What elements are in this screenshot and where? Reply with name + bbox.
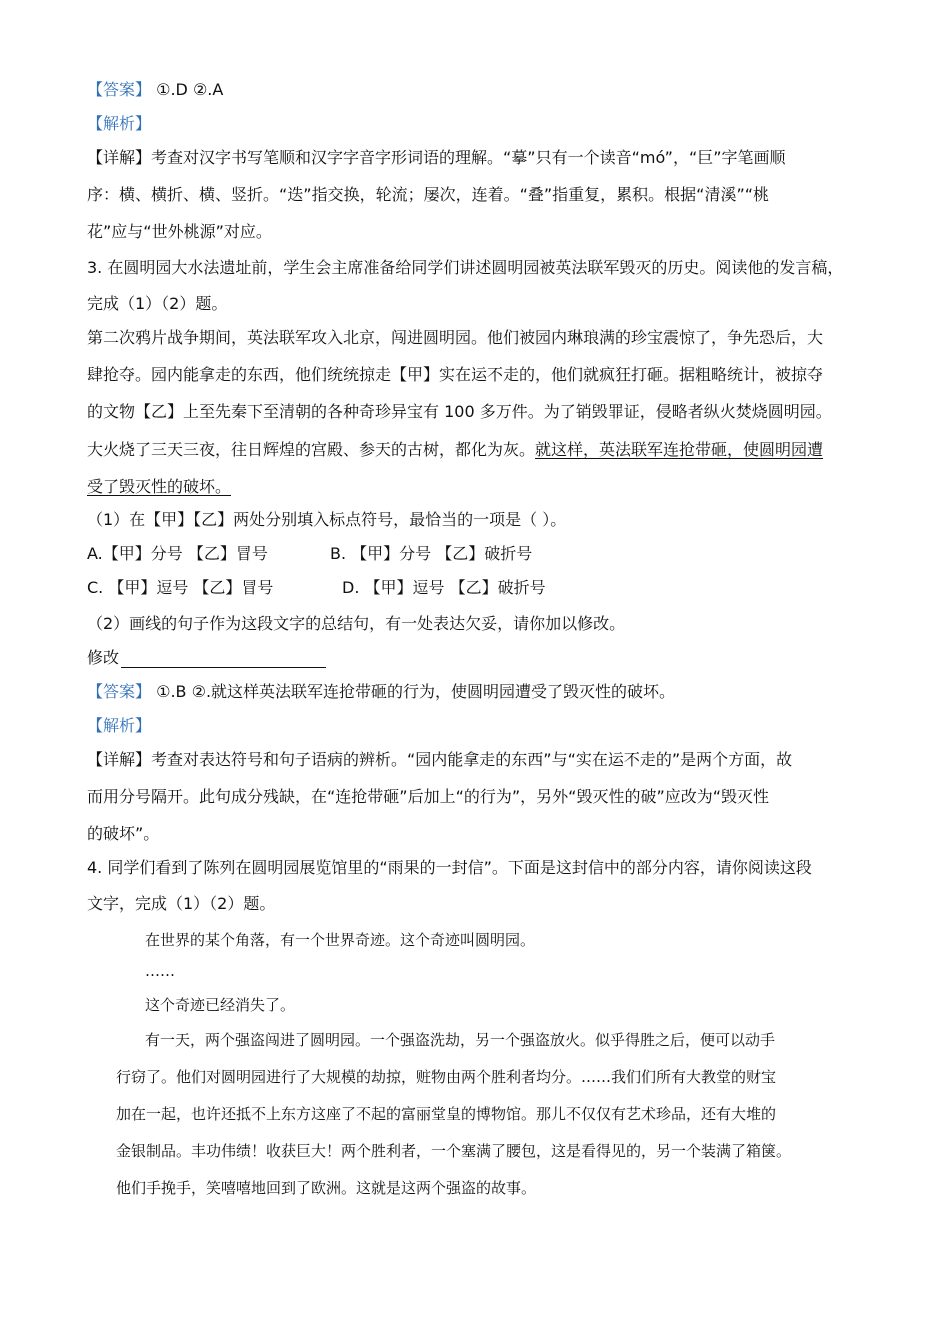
- q3-passage-line-1: 第二次鸦片战争期间，英法联军攻入北京，闯进圆明园。他们被园内琳琅满的珍宝震惊了，争先恐后，大: [87, 328, 824, 347]
- q4-stem-line-2: 文字，完成（1）（2）题。: [87, 894, 276, 913]
- q3-sub-question-1: （1）在【甲】【乙】两处分别填入标点符号，最恰当的一项是（ ）。: [87, 510, 567, 529]
- answer-text: ①.D ②.A: [151, 80, 224, 99]
- fix-label: 修改: [87, 648, 120, 667]
- analysis-tag-2: 【解析】: [87, 716, 152, 735]
- answer-line-2: [87, 682, 675, 702]
- q3-passage-line-2: 肆抢夺。园内能拿走的东西，他们统统掠走【甲】实在运不走的，他们就疯狂打砸。据粗略统计，被掠夺: [87, 365, 824, 384]
- fix-line: [87, 648, 326, 668]
- q3-stem-line-2: 完成（1）（2）题。: [87, 294, 228, 313]
- letter-line-5: 行窃了。他们对圆明园进行了大规模的劫掠，赃物由两个胜利者均分。……我们们所有大教堂的财宝: [116, 1068, 777, 1086]
- answer-text: ①.B ②.就这样英法联军连抢带砸的行为，使圆明园遭受了毁灭性的破坏。: [151, 682, 676, 701]
- option-b: B. 【甲】分号 【乙】破折号: [330, 544, 533, 563]
- letter-line-1: 在世界的某个角落，有一个世界奇迹。这个奇迹叫圆明园。: [145, 931, 536, 949]
- q3-passage-line-3: 的文物【乙】上至先秦下至清朝的各种奇珍异宝有 100 多万件。为了销毁罪证，侵略者纵火焚烧圆明园。: [87, 402, 832, 421]
- detail-1-line-1: 【详解】考查对汉字书写笔顺和汉字字音字形词语的理解。“摹”只有一个读音“mó”，“巨”字笔画顺: [87, 148, 786, 167]
- option-c: C. 【甲】逗号 【乙】冒号: [87, 578, 274, 597]
- option-d: D. 【甲】逗号 【乙】破折号: [342, 578, 546, 597]
- analysis-tag-1: 【解析】: [87, 114, 152, 133]
- passage-plain-text: 大火烧了三天三夜，往日辉煌的宫殿、参天的古树，都化为灰。: [87, 440, 536, 459]
- detail-2-line-1: 【详解】考查对表达符号和句子语病的辨析。“园内能拿走的东西”与“实在运不走的”是两个方面，故: [87, 750, 793, 769]
- detail-2-line-3: 的破坏”。: [87, 824, 160, 843]
- q3-sub-question-2: （2）画线的句子作为这段文字的总结句，有一处表达欠妥，请你加以修改。: [87, 614, 626, 633]
- detail-1-line-2: 序：横、横折、横、竖折。“迭”指交换，轮流；屡次，连着。“叠”指重复，累积。根据“清溪”“桃: [87, 185, 770, 204]
- answer-tag: 【答案】: [87, 80, 152, 99]
- answer-tag: 【答案】: [87, 682, 152, 701]
- letter-line-7: 金银制品。丰功伟绩！收获巨大！两个胜利者，一个塞满了腰包，这是看得见的，另一个装满了箱箧。: [116, 1142, 792, 1160]
- letter-line-4: 有一天，两个强盗闯进了圆明园。一个强盗洗劫，另一个强盗放火。似乎得胜之后，便可以动手: [145, 1031, 776, 1049]
- answer-blank: [121, 651, 326, 668]
- q4-stem-line-1: 4. 同学们看到了陈列在圆明园展览馆里的“雨果的一封信”。下面是这封信中的部分内容，请你阅读这段: [87, 858, 812, 877]
- letter-line-8: 他们手挽手，笑嘻嘻地回到了欧洲。这就是这两个强盗的故事。: [116, 1179, 537, 1197]
- detail-2-line-2: 而用分号隔开。此句成分残缺，在“连抢带砸”后加上“的行为”，另外“毁灭性的破”应改为“毁灭性: [87, 787, 770, 806]
- letter-line-3: 这个奇迹已经消失了。: [145, 996, 296, 1014]
- detail-1-line-3: 花”应与“世外桃源”对应。: [87, 222, 272, 241]
- letter-line-2: ……: [145, 962, 175, 980]
- q3-underlined-line-2: 受了毁灭性的破坏。: [87, 477, 232, 496]
- option-a: A.【甲】分号 【乙】冒号: [87, 544, 268, 563]
- letter-line-6: 加在一起，也许还抵不上东方这座了不起的富丽堂皇的博物馆。那儿不仅仅有艺术珍品，还有大堆的: [116, 1105, 777, 1123]
- q3-passage-line-4: [87, 440, 823, 460]
- q3-stem-line-1: 3. 在圆明园大水法遗址前，学生会主席准备给同学们讲述圆明园被英法联军毁灭的历史。阅读他的发言稿，: [87, 258, 844, 277]
- underlined-sentence: 就这样，英法联军连抢带砸，使圆明园遭: [535, 440, 824, 459]
- answer-line-1: [87, 80, 223, 100]
